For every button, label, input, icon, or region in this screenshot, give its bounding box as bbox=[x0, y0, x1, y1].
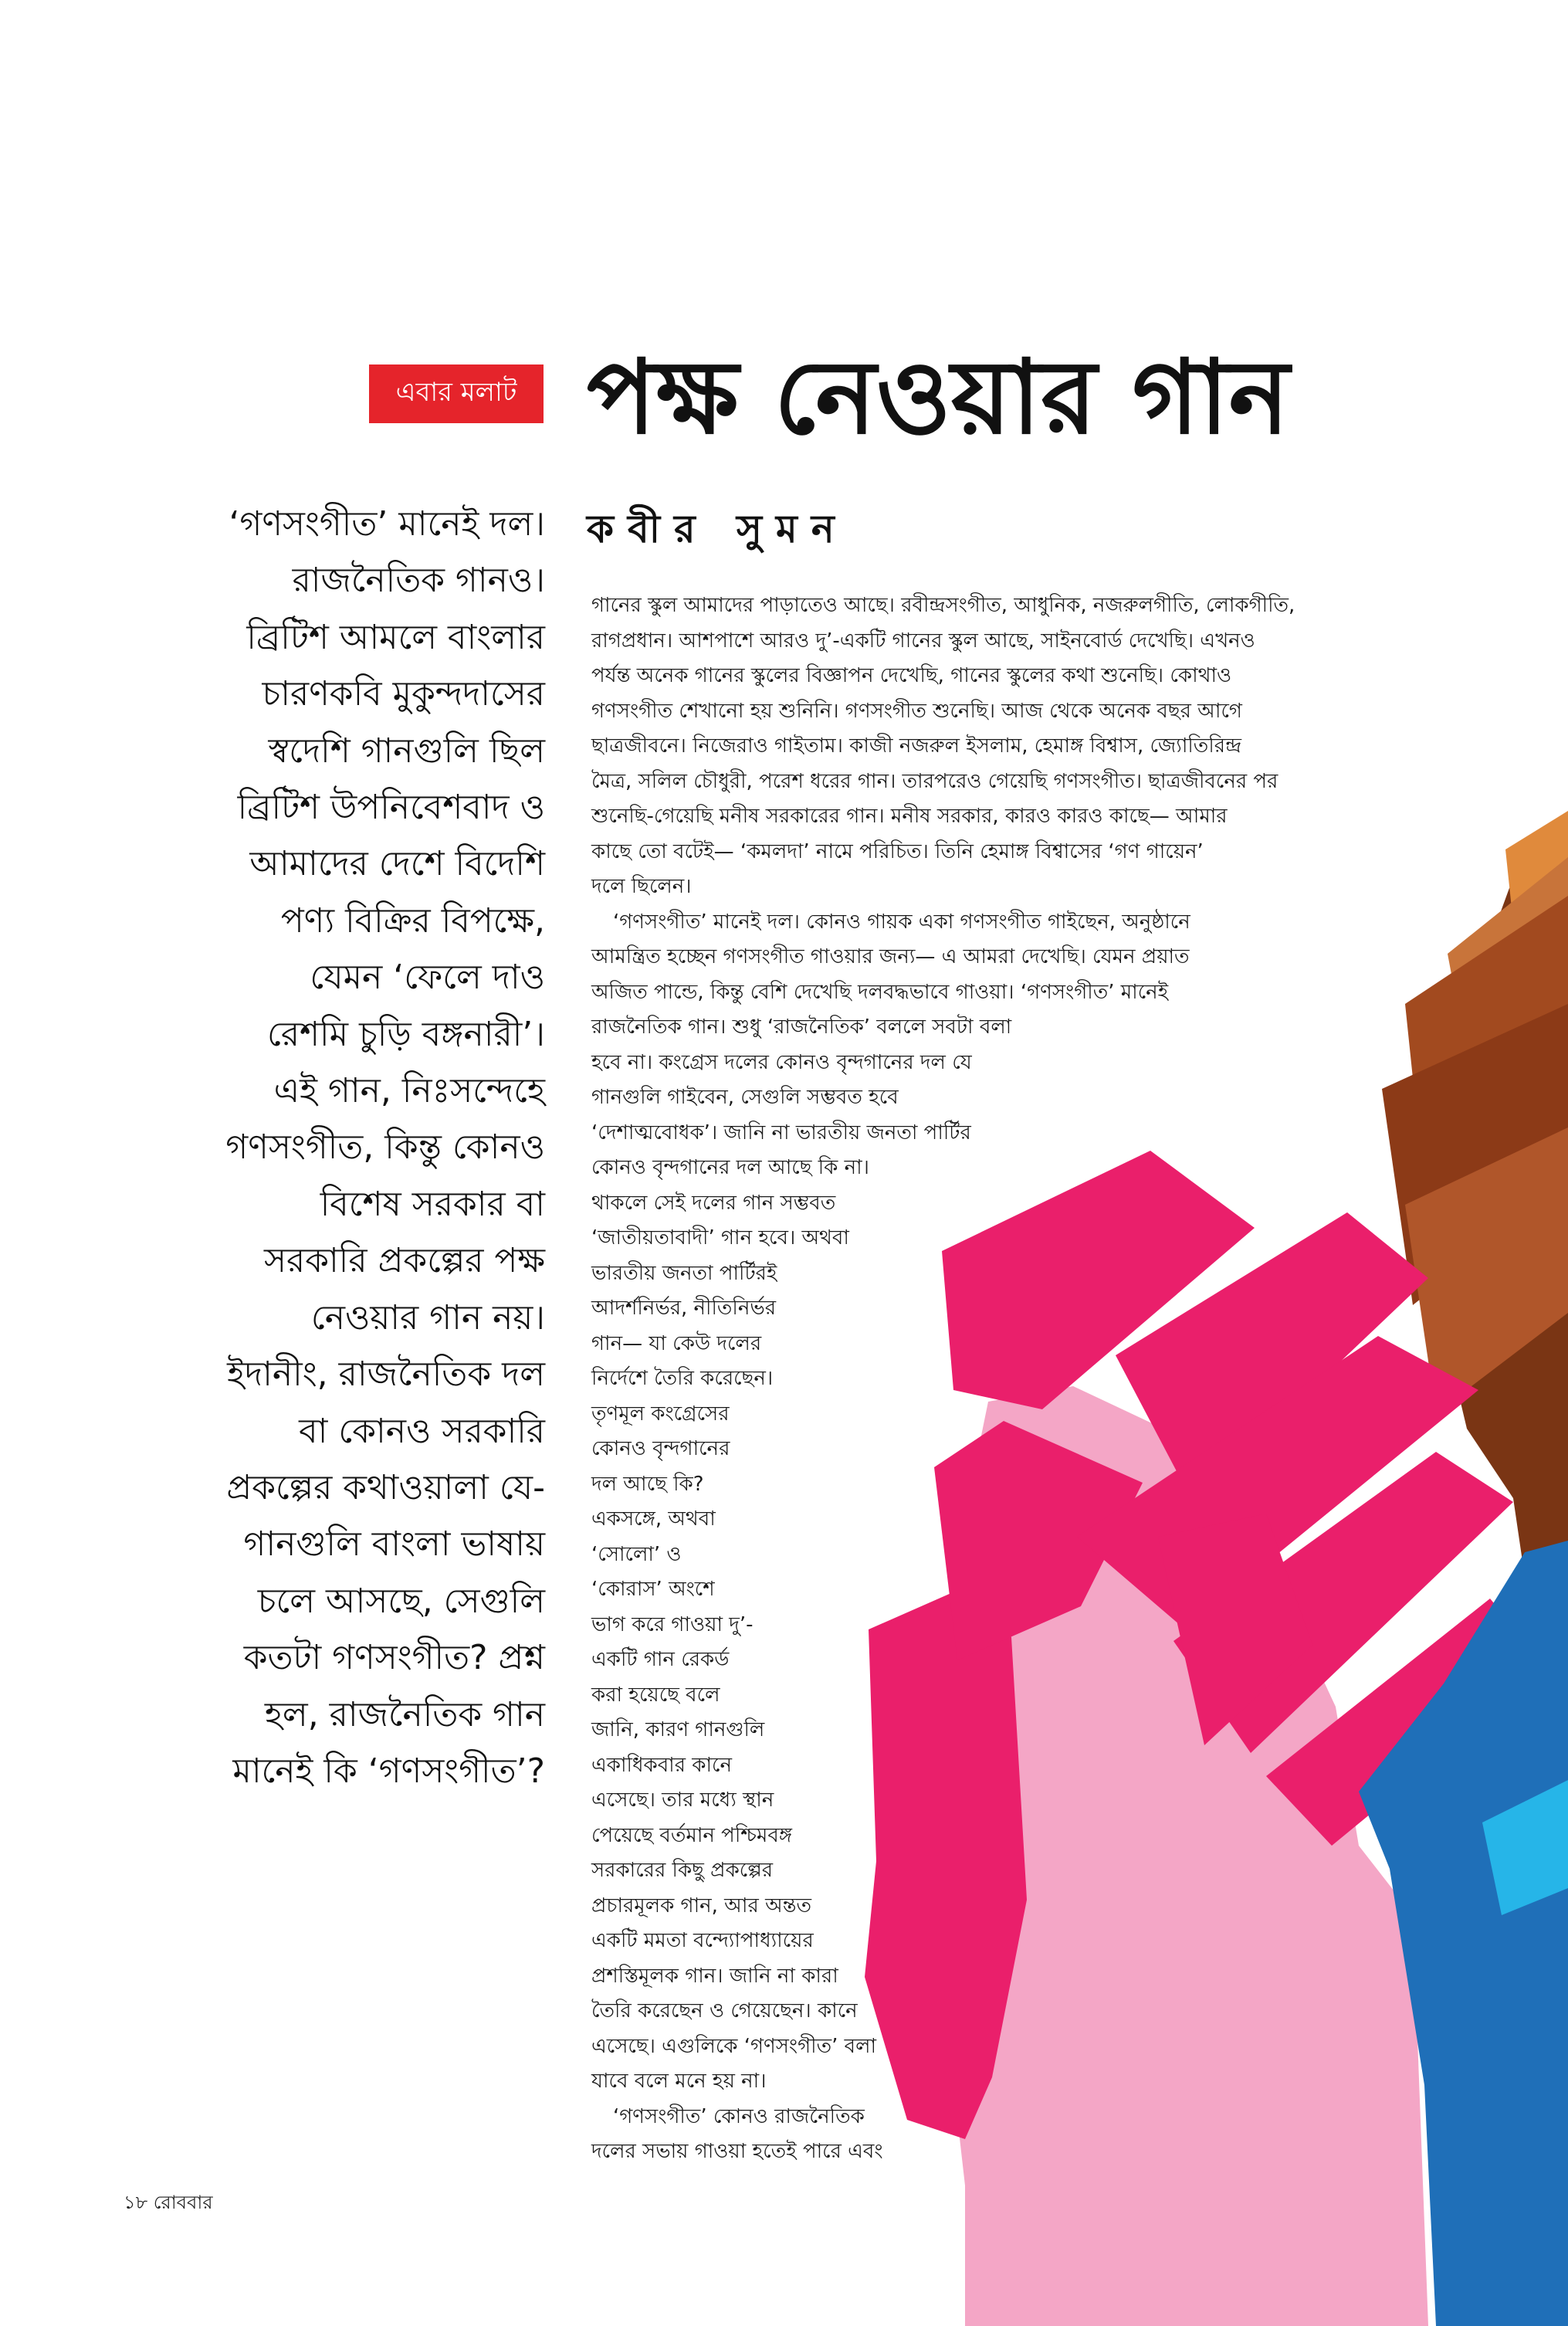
body-line: প্রশস্তিমূলক গান। জানি না কারা bbox=[591, 1964, 838, 1988]
pull-quote-line: স্বদেশি গানগুলি ছিল bbox=[268, 731, 545, 771]
body-line: পেয়েছে বর্তমান পশ্চিমবঙ্গ bbox=[591, 1823, 793, 1847]
body-line: ভারতীয় জনতা পার্টিরই bbox=[591, 1261, 777, 1285]
body-line: এসেছে। এগুলিকে ‘গণসংগীত’ বলা bbox=[591, 2034, 877, 2058]
body-line: কোনও বৃন্দগানের bbox=[591, 1437, 730, 1460]
pull-quote-line: বিশেষ সরকার বা bbox=[320, 1184, 545, 1224]
body-line: কোনও বৃন্দগানের দল আছে কি না। bbox=[591, 1156, 869, 1179]
body-line: তৃণমূল কংগ্রেসের bbox=[591, 1402, 730, 1426]
body-line: কাছে তো বটেই— ‘কমলদা’ নামে পরিচিত। তিনি হেমাঙ্গ বিশ্বাসের ‘গণ গায়েন’ bbox=[591, 839, 1204, 863]
pull-quote-line: যেমন ‘ফেলে দাও bbox=[310, 958, 545, 998]
pull-quote-line: নেওয়ার গান নয়। bbox=[310, 1297, 545, 1338]
pull-quote-line: চারণকবি মুকুন্দদাসের bbox=[262, 674, 545, 714]
body-line: একসঙ্গে, অথবা bbox=[591, 1507, 716, 1531]
body-line: রাগপ্রধান। আশপাশে আরও দু’-একটি গানের স্কুল আছে, সাইনবোর্ড দেখেছি। এখনও bbox=[591, 629, 1255, 653]
page-folio: ১৮ রোববার bbox=[124, 2192, 213, 2213]
body-line: প্রচারমূলক গান, আর অন্তত bbox=[591, 1894, 812, 1917]
body-line: গানের স্কুল আমাদের পাড়াতেও আছে। রবীন্দ্রসংগীত, আধুনিক, নজরুলগীতি, লোকগীতি, bbox=[591, 594, 1295, 617]
pull-quote-line: ব্রিটিশ আমলে বাংলার bbox=[246, 617, 545, 657]
article-body bbox=[591, 588, 1541, 2170]
body-line: হবে না। কংগ্রেস দলের কোনও বৃন্দগানের দল যে bbox=[591, 1050, 972, 1074]
section-label-badge: এবার মলাট bbox=[369, 364, 544, 423]
body-line: সরকারের কিছু প্রকল্পের bbox=[591, 1859, 774, 1882]
author-byline: কবীর সুমন bbox=[587, 507, 848, 551]
body-line: করা হয়েছে বলে bbox=[591, 1683, 720, 1707]
pull-quote-line: মানেই কি ‘গণসংগীত’? bbox=[232, 1751, 545, 1791]
body-line: দলের সভায় গাওয়া হতেই পারে এবং bbox=[591, 2140, 883, 2163]
body-line: ‘কোরাস’ অংশে bbox=[591, 1578, 715, 1601]
body-line: ছাত্রজীবনে। নিজেরাও গাইতাম। কাজী নজরুল ইসলাম, হেমাঙ্গ বিশ্বাস, জ্যোতিরিন্দ্র bbox=[591, 734, 1242, 758]
body-line: দলে ছিলেন। bbox=[591, 875, 692, 898]
pull-quote-line: সরকারি প্রকল্পের পক্ষ bbox=[263, 1241, 545, 1281]
body-line: ‘গণসংগীত’ মানেই দল। কোনও গায়ক একা গণসংগীত গাইছেন, অনুষ্ঠানে bbox=[613, 910, 1190, 934]
body-line: অজিত পান্ডে, কিন্তু বেশি দেখেছি দলবদ্ধভাবে গাওয়া। ‘গণসংগীত’ মানেই bbox=[591, 980, 1169, 1004]
body-line: গান— যা কেউ দলের bbox=[591, 1331, 762, 1355]
pull-quote-line: চলে আসছে, সেগুলি bbox=[257, 1581, 545, 1621]
body-line: শুনেছি-গেয়েছি মনীষ সরকারের গান। মনীষ সরকার, কারও কারও কাছে— আমার bbox=[591, 805, 1228, 828]
body-line: নির্দেশে তৈরি করেছেন। bbox=[591, 1367, 774, 1390]
pull-quote-line: ব্রিটিশ উপনিবেশবাদ ও bbox=[237, 788, 545, 828]
body-line: জানি, কারণ গানগুলি bbox=[591, 1718, 765, 1741]
body-line: তৈরি করেছেন ও গেয়েছেন। কানে bbox=[591, 1999, 858, 2023]
pull-quote-line: প্রকল্পের কথাওয়ালা যে- bbox=[226, 1467, 545, 1507]
body-line: ‘গণসংগীত’ কোনও রাজনৈতিক bbox=[613, 2104, 865, 2128]
body-line: একাধিকবার কানে bbox=[591, 1753, 732, 1777]
body-line: আমন্ত্রিত হচ্ছেন গণসংগীত গাওয়ার জন্য— এ আমরা দেখেছি। যেমন প্রয়াত bbox=[591, 945, 1190, 968]
pull-quote-line: কতটা গণসংগীত? প্রশ্ন bbox=[243, 1638, 545, 1678]
body-line: একটি মমতা বন্দ্যোপাধ্যায়ের bbox=[591, 1929, 814, 1952]
body-line: গানগুলি গাইবেন, সেগুলি সম্ভবত হবে bbox=[591, 1086, 899, 1109]
body-line: ‘জাতীয়তাবাদী’ গান হবে। অথবা bbox=[591, 1226, 849, 1249]
body-line: ভাগ করে গাওয়া দু’- bbox=[591, 1612, 754, 1636]
pull-quote-line: গণসংগীত, কিন্তু কোনও bbox=[225, 1127, 545, 1168]
pull-quote-line: আমাদের দেশে বিদেশি bbox=[249, 844, 545, 884]
body-line: যাবে বলে মনে হয় না। bbox=[591, 2070, 767, 2093]
pull-quote-line: এই গান, নিঃসন্দেহে bbox=[273, 1071, 545, 1111]
pull-quote-line: গানগুলি বাংলা ভাষায় bbox=[243, 1524, 545, 1565]
pull-quote-line: হল, রাজনৈতিক গান bbox=[264, 1694, 545, 1734]
body-line: একটি গান রেকর্ড bbox=[591, 1648, 730, 1671]
pull-quote-line: রেশমি চুড়ি বঙ্গনারী’। bbox=[266, 1014, 545, 1054]
body-line: মৈত্র, সলিল চৌধুরী, পরেশ ধরের গান। তারপরেও গেয়েছি গণসংগীত। ছাত্রজীবনের পর bbox=[591, 769, 1278, 793]
pull-quote-line: রাজনৈতিক গানও। bbox=[292, 561, 545, 601]
body-line: থাকলে সেই দলের গান সম্ভবত bbox=[591, 1191, 836, 1215]
body-line: রাজনৈতিক গান। শুধু ‘রাজনৈতিক’ বললে সবটা বলা bbox=[591, 1016, 1012, 1039]
pull-quote-line: পণ্য বিক্রির বিপক্ষে, bbox=[280, 900, 545, 941]
body-line: আদর্শনির্ভর, নীতিনির্ভর bbox=[591, 1297, 777, 1320]
body-line: ‘দেশাত্মবোধক’। জানি না ভারতীয় জনতা পার্টির bbox=[591, 1121, 971, 1144]
headline: পক্ষ নেওয়ার গান bbox=[587, 338, 1290, 457]
pull-quote bbox=[124, 496, 545, 1799]
body-line: পর্যন্ত অনেক গানের স্কুলের বিজ্ঞাপন দেখেছি, গানের স্কুলের কথা শুনেছি। কোথাও bbox=[591, 664, 1232, 687]
body-line: ‘সোলো’ ও bbox=[591, 1542, 682, 1566]
pull-quote-line: ‘গণসংগীত’ মানেই দল। bbox=[229, 504, 545, 544]
pull-quote-line: ইদানীং, রাজনৈতিক দল bbox=[227, 1355, 545, 1395]
body-line: এসেছে। তার মধ্যে স্থান bbox=[591, 1789, 774, 1812]
body-line: গণসংগীত শেখানো হয় শুনিনি। গণসংগীত শুনেছি। আজ থেকে অনেক বছর আগে bbox=[591, 699, 1242, 723]
body-line: দল আছে কি? bbox=[591, 1472, 704, 1496]
pull-quote-line: বা কোনও সরকারি bbox=[299, 1411, 545, 1451]
